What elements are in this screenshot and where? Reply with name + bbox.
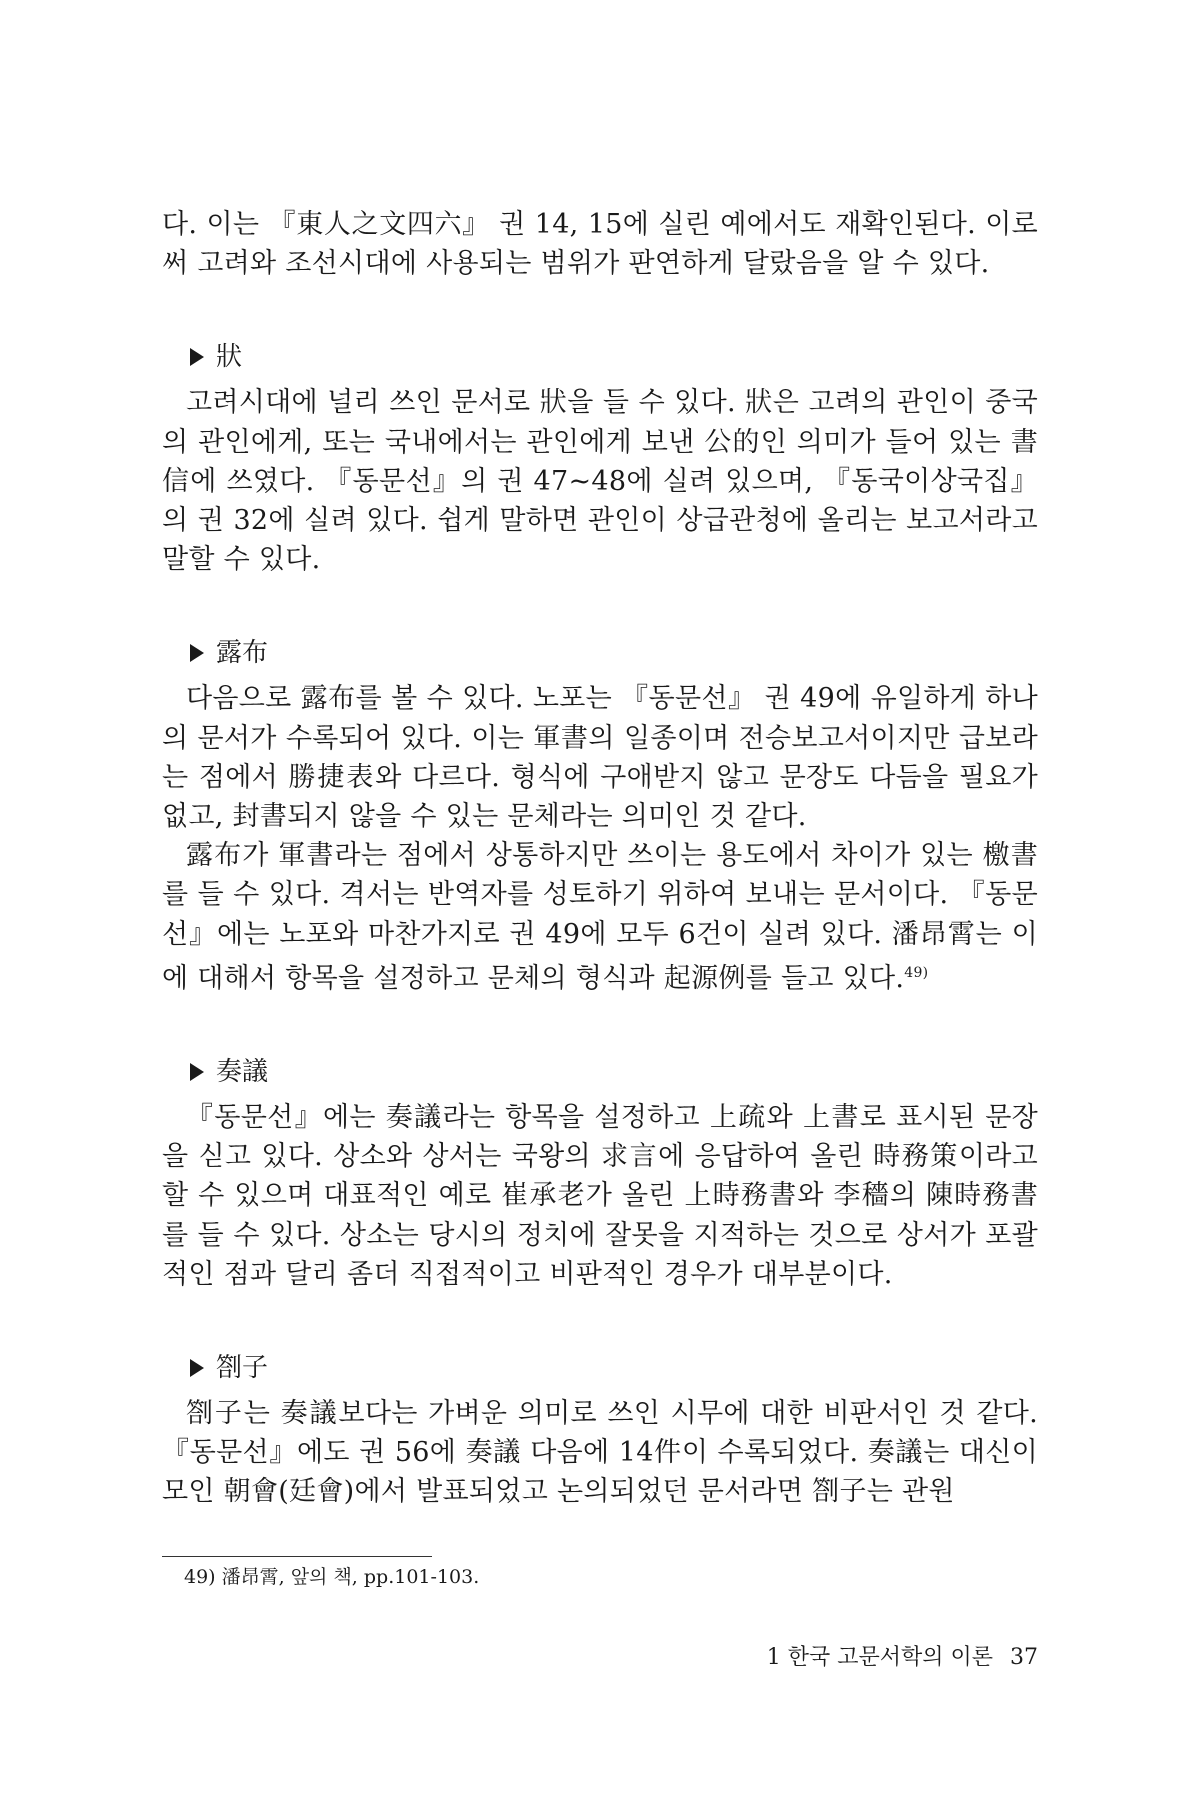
section-heading <box>190 339 1038 375</box>
section-lubu <box>162 635 1038 998</box>
chapter-title: 1 한국 고문서학의 이론 <box>766 1645 993 1670</box>
section-zouyi <box>162 1054 1038 1294</box>
section-paragraph: 고려시대에 널리 쓰인 문서로 狀을 들 수 있다. 狀은 고려의 관인이 중국의 관인에게, 또는 국내에서는 관인에게 보낸 公的인 의미가 들어 있는 書信에 쓰였다. 『동문선』의 권 47~48에 실려 있으며, 『동국이상국집』의 권 32에 실려 있다. 쉽게 말하면 관인이 상급관청에 올리는 보고서라고 말할 수 있다. <box>162 387 1038 576</box>
intro-paragraph: 다. 이는 『東人之文四六』 권 14, 15에 실린 예에서도 재확인된다. 이로써 고려와 조선시대에 사용되는 범위가 판연하게 달랐음을 알 수 있다. <box>162 209 1038 280</box>
section-paragraph: 『동문선』에는 奏議라는 항목을 설정하고 上疏와 上書로 표시된 문장을 싣고 있다. 상소와 상서는 국왕의 求言에 응답하여 올린 時務策이라고 할 수 있으며 대표적인 예로 崔承老가 올린 上時務書와 李穡의 陳時務書를 들 수 있다. 상소는 당시의 정치에 잘못을 지적하는 것으로 상서가 포괄적인 점과 달리 좀더 직접적이고 비판적인 경우가 대부분이다. <box>162 1102 1038 1290</box>
section-paragraph <box>162 836 1038 998</box>
triangle-bullet-icon <box>190 1359 204 1377</box>
section-heading <box>190 635 1038 671</box>
page-number: 37 <box>1010 1645 1038 1670</box>
footnote-reference: 49) <box>904 964 929 981</box>
running-footer <box>757 1640 1038 1671</box>
section-heading-label: 狀 <box>216 342 243 373</box>
section-zhazi <box>162 1350 1038 1512</box>
section-heading-label: 露布 <box>216 638 269 669</box>
triangle-bullet-icon <box>190 348 204 366</box>
section-heading-label: 奏議 <box>216 1057 269 1088</box>
section-paragraph-text: 露布가 軍書라는 점에서 상통하지만 쓰이는 용도에서 차이가 있는 檄書를 들 수 있다. 격서는 반역자를 성토하기 위하여 보내는 문서이다. 『동문선』에는 노포와 마찬가지로 권 49에 모두 6건이 실려 있다. 潘昂霄는 이에 대해서 항목을 설정하고 문체의 형식과 起源例를 들고 있다. <box>162 840 1038 994</box>
footnote-divider <box>162 1556 432 1557</box>
footnote: 49) 潘昂霄, 앞의 책, pp.101-103. <box>184 1566 480 1588</box>
section-paragraph: 劄子는 奏議보다는 가벼운 의미로 쓰인 시무에 대한 비판서인 것 같다. 『동문선』에도 권 56에 奏議 다음에 14件이 수록되었다. 奏議는 대신이 모인 朝會(廷會)에서 발표되었고 논의되었던 문서라면 劄子는 관원 <box>162 1398 1038 1508</box>
section-heading <box>190 1054 1038 1090</box>
footnote-area <box>162 1556 1038 1591</box>
triangle-bullet-icon <box>190 1063 204 1081</box>
section-heading-label: 劄子 <box>216 1353 269 1384</box>
triangle-bullet-icon <box>190 644 204 662</box>
section-paragraph: 다음으로 露布를 볼 수 있다. 노포는 『동문선』 권 49에 유일하게 하나의 문서가 수록되어 있다. 이는 軍書의 일종이며 전승보고서이지만 급보라는 점에서 勝捷表와 다르다. 형식에 구애받지 않고 문장도 다듬을 필요가 없고, 封書되지 않을 수 있는 문체라는 의미인 것 같다. <box>162 683 1038 833</box>
page-body <box>162 205 1038 1512</box>
section-zhuang <box>162 339 1038 579</box>
section-heading <box>190 1350 1038 1386</box>
